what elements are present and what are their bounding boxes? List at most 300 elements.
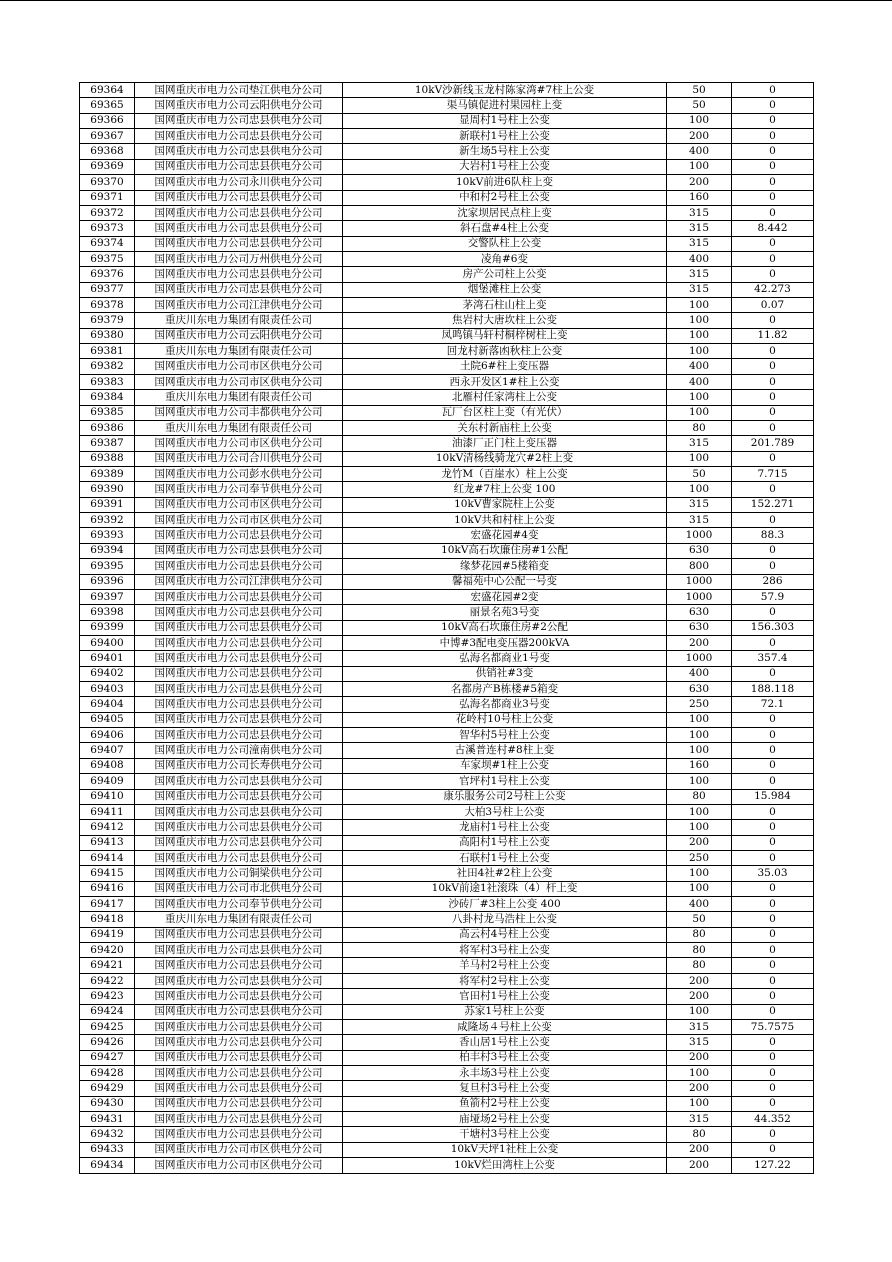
transformer-name-cell: 龙庙村1号柱上公变 xyxy=(343,820,667,835)
capacity-cell: 1000 xyxy=(667,651,732,666)
record-id-cell: 69430 xyxy=(80,1096,135,1111)
value-cell: 0 xyxy=(732,1035,814,1050)
value-cell: 0 xyxy=(732,313,814,328)
record-id-cell: 69426 xyxy=(80,1035,135,1050)
table-row xyxy=(80,282,814,297)
value-cell: 0 xyxy=(732,144,814,159)
value-cell: 0 xyxy=(732,958,814,973)
record-id-cell: 69409 xyxy=(80,774,135,789)
table-row xyxy=(80,651,814,666)
company-cell: 国网重庆市电力公司忠县供电分公司 xyxy=(135,221,343,236)
record-id-cell: 69366 xyxy=(80,113,135,128)
capacity-cell: 400 xyxy=(667,251,732,266)
table-row xyxy=(80,774,814,789)
company-cell: 国网重庆市电力公司忠县供电分公司 xyxy=(135,666,343,681)
table-row xyxy=(80,1081,814,1096)
record-id-cell: 69391 xyxy=(80,497,135,512)
table-row xyxy=(80,1142,814,1157)
table-row xyxy=(80,513,814,528)
transformer-name-cell: 焦岩村大唐坎柱上公变 xyxy=(343,313,667,328)
company-cell: 国网重庆市电力公司忠县供电分公司 xyxy=(135,129,343,144)
table-row xyxy=(80,528,814,543)
transformer-name-cell: 新生场5号柱上公变 xyxy=(343,144,667,159)
table-row xyxy=(80,83,814,98)
capacity-cell: 50 xyxy=(667,912,732,927)
value-cell: 0 xyxy=(732,390,814,405)
record-id-cell: 69425 xyxy=(80,1019,135,1034)
company-cell: 国网重庆市电力公司忠县供电分公司 xyxy=(135,789,343,804)
record-id-cell: 69429 xyxy=(80,1081,135,1096)
company-cell: 国网重庆市电力公司忠县供电分公司 xyxy=(135,605,343,620)
company-cell: 国网重庆市电力公司忠县供电分公司 xyxy=(135,1035,343,1050)
company-cell: 国网重庆市电力公司市北供电分公司 xyxy=(135,881,343,896)
transformer-name-cell: 花岭村10号柱上公变 xyxy=(343,712,667,727)
transformer-name-cell: 10kV高石坎廉住房#1公配 xyxy=(343,543,667,558)
company-cell: 重庆川东电力集团有限责任公司 xyxy=(135,390,343,405)
table-row xyxy=(80,958,814,973)
table-row xyxy=(80,436,814,451)
table-row xyxy=(80,205,814,220)
company-cell: 国网重庆市电力公司忠县供电分公司 xyxy=(135,1050,343,1065)
table-row xyxy=(80,559,814,574)
company-cell: 国网重庆市电力公司奉节供电分公司 xyxy=(135,897,343,912)
table-row xyxy=(80,344,814,359)
company-cell: 国网重庆市电力公司忠县供电分公司 xyxy=(135,159,343,174)
record-id-cell: 69399 xyxy=(80,620,135,635)
transformer-name-cell: 康乐服务公司2号柱上公变 xyxy=(343,789,667,804)
company-cell: 国网重庆市电力公司忠县供电分公司 xyxy=(135,267,343,282)
value-cell: 0 xyxy=(732,712,814,727)
value-cell: 0 xyxy=(732,159,814,174)
value-cell: 0 xyxy=(732,989,814,1004)
table-row xyxy=(80,313,814,328)
capacity-cell: 100 xyxy=(667,328,732,343)
table-row xyxy=(80,1019,814,1034)
table-row xyxy=(80,466,814,481)
value-cell: 0 xyxy=(732,420,814,435)
table-row xyxy=(80,912,814,927)
company-cell: 国网重庆市电力公司奉节供电分公司 xyxy=(135,482,343,497)
value-cell: 201.789 xyxy=(732,436,814,451)
capacity-cell: 400 xyxy=(667,359,732,374)
value-cell: 35.03 xyxy=(732,866,814,881)
value-cell: 152.271 xyxy=(732,497,814,512)
record-id-cell: 69396 xyxy=(80,574,135,589)
value-cell: 0 xyxy=(732,1066,814,1081)
transformer-name-cell: 交警队柱上公变 xyxy=(343,236,667,251)
value-cell: 11.82 xyxy=(732,328,814,343)
table-row xyxy=(80,221,814,236)
transformer-name-cell: 凤鸣镇马轩村桐梓树柱上变 xyxy=(343,328,667,343)
company-cell: 国网重庆市电力公司市区供电分公司 xyxy=(135,359,343,374)
capacity-cell: 100 xyxy=(667,804,732,819)
value-cell: 0 xyxy=(732,251,814,266)
capacity-cell: 630 xyxy=(667,682,732,697)
transformer-name-cell: 中博#3配电变压器200kVA xyxy=(343,635,667,650)
record-id-cell: 69410 xyxy=(80,789,135,804)
record-id-cell: 69388 xyxy=(80,451,135,466)
transformer-name-cell: 10kV共和村柱上公变 xyxy=(343,513,667,528)
capacity-cell: 80 xyxy=(667,958,732,973)
capacity-cell: 200 xyxy=(667,129,732,144)
record-id-cell: 69405 xyxy=(80,712,135,727)
table-body xyxy=(80,83,814,1174)
transformer-name-cell: 10kV沙新线玉龙村陈家湾#7柱上公变 xyxy=(343,83,667,98)
record-id-cell: 69367 xyxy=(80,129,135,144)
company-cell: 国网重庆市电力公司忠县供电分公司 xyxy=(135,205,343,220)
capacity-cell: 160 xyxy=(667,190,732,205)
value-cell: 0 xyxy=(732,758,814,773)
company-cell: 重庆川东电力集团有限责任公司 xyxy=(135,313,343,328)
transformer-name-cell: 八卦村龙马浩柱上公变 xyxy=(343,912,667,927)
company-cell: 国网重庆市电力公司市区供电分公司 xyxy=(135,374,343,389)
value-cell: 0 xyxy=(732,897,814,912)
value-cell: 0 xyxy=(732,804,814,819)
transformer-name-cell: 斜石盘#4柱上公变 xyxy=(343,221,667,236)
company-cell: 国网重庆市电力公司市区供电分公司 xyxy=(135,1158,343,1173)
transformer-name-cell: 将军村2号柱上公变 xyxy=(343,973,667,988)
record-id-cell: 69427 xyxy=(80,1050,135,1065)
company-cell: 国网重庆市电力公司市区供电分公司 xyxy=(135,513,343,528)
transformer-name-cell: 社田4社#2柱上公变 xyxy=(343,866,667,881)
table-row xyxy=(80,359,814,374)
record-id-cell: 69374 xyxy=(80,236,135,251)
record-id-cell: 69394 xyxy=(80,543,135,558)
capacity-cell: 630 xyxy=(667,543,732,558)
value-cell: 0 xyxy=(732,666,814,681)
company-cell: 国网重庆市电力公司丰都供电分公司 xyxy=(135,405,343,420)
record-id-cell: 69377 xyxy=(80,282,135,297)
value-cell: 127.22 xyxy=(732,1158,814,1173)
record-id-cell: 69376 xyxy=(80,267,135,282)
table-row xyxy=(80,820,814,835)
transformer-name-cell: 复旦村3号柱上公变 xyxy=(343,1081,667,1096)
value-cell: 0 xyxy=(732,850,814,865)
record-id-cell: 69368 xyxy=(80,144,135,159)
company-cell: 国网重庆市电力公司彭水供电分公司 xyxy=(135,466,343,481)
company-cell: 重庆川东电力集团有限责任公司 xyxy=(135,344,343,359)
value-cell: 286 xyxy=(732,574,814,589)
company-cell: 国网重庆市电力公司云阳供电分公司 xyxy=(135,328,343,343)
value-cell: 0 xyxy=(732,743,814,758)
company-cell: 国网重庆市电力公司忠县供电分公司 xyxy=(135,620,343,635)
table-row xyxy=(80,390,814,405)
capacity-cell: 400 xyxy=(667,374,732,389)
record-id-cell: 69364 xyxy=(80,83,135,98)
value-cell: 0 xyxy=(732,205,814,220)
company-cell: 重庆川东电力集团有限责任公司 xyxy=(135,420,343,435)
transformer-name-cell: 回龙村新落凼秋柱上公变 xyxy=(343,344,667,359)
value-cell: 8.442 xyxy=(732,221,814,236)
value-cell: 0 xyxy=(732,835,814,850)
company-cell: 国网重庆市电力公司铜梁供电分公司 xyxy=(135,866,343,881)
record-id-cell: 69424 xyxy=(80,1004,135,1019)
capacity-cell: 315 xyxy=(667,267,732,282)
value-cell: 0 xyxy=(732,1050,814,1065)
value-cell: 0 xyxy=(732,728,814,743)
record-id-cell: 69402 xyxy=(80,666,135,681)
capacity-cell: 200 xyxy=(667,1081,732,1096)
capacity-cell: 100 xyxy=(667,712,732,727)
company-cell: 国网重庆市电力公司忠县供电分公司 xyxy=(135,820,343,835)
record-id-cell: 69420 xyxy=(80,943,135,958)
value-cell: 357.4 xyxy=(732,651,814,666)
capacity-cell: 100 xyxy=(667,113,732,128)
value-cell: 0 xyxy=(732,881,814,896)
company-cell: 国网重庆市电力公司忠县供电分公司 xyxy=(135,651,343,666)
capacity-cell: 80 xyxy=(667,927,732,942)
capacity-cell: 100 xyxy=(667,881,732,896)
capacity-cell: 80 xyxy=(667,1127,732,1142)
table-row xyxy=(80,1096,814,1111)
record-id-cell: 69413 xyxy=(80,835,135,850)
transformer-name-cell: 显周村1号柱上公变 xyxy=(343,113,667,128)
transformer-name-cell: 名都房产B栋楼#5箱变 xyxy=(343,682,667,697)
capacity-cell: 100 xyxy=(667,1066,732,1081)
company-cell: 国网重庆市电力公司万州供电分公司 xyxy=(135,251,343,266)
company-cell: 国网重庆市电力公司忠县供电分公司 xyxy=(135,282,343,297)
record-id-cell: 69411 xyxy=(80,804,135,819)
capacity-cell: 100 xyxy=(667,728,732,743)
company-cell: 国网重庆市电力公司忠县供电分公司 xyxy=(135,804,343,819)
capacity-cell: 200 xyxy=(667,989,732,1004)
table-row xyxy=(80,1004,814,1019)
company-cell: 国网重庆市电力公司忠县供电分公司 xyxy=(135,989,343,1004)
transformer-name-cell: 10kV前途1社滚珠（4）杆上变 xyxy=(343,881,667,896)
transformer-name-cell: 10kV天坪1社柱上公变 xyxy=(343,1142,667,1157)
company-cell: 国网重庆市电力公司忠县供电分公司 xyxy=(135,682,343,697)
value-cell: 0 xyxy=(732,543,814,558)
company-cell: 国网重庆市电力公司忠县供电分公司 xyxy=(135,236,343,251)
transformer-name-cell: 龙竹M（百崖水）柱上公变 xyxy=(343,466,667,481)
table-row xyxy=(80,328,814,343)
record-id-cell: 69372 xyxy=(80,205,135,220)
table-row xyxy=(80,881,814,896)
company-cell: 国网重庆市电力公司忠县供电分公司 xyxy=(135,943,343,958)
record-id-cell: 69393 xyxy=(80,528,135,543)
transformer-name-cell: 大柏3号柱上公变 xyxy=(343,804,667,819)
table-row xyxy=(80,804,814,819)
table-row xyxy=(80,635,814,650)
transformer-name-cell: 丽景名苑3号变 xyxy=(343,605,667,620)
value-cell: 0 xyxy=(732,605,814,620)
record-id-cell: 69421 xyxy=(80,958,135,973)
record-id-cell: 69401 xyxy=(80,651,135,666)
record-id-cell: 69382 xyxy=(80,359,135,374)
record-id-cell: 69418 xyxy=(80,912,135,927)
capacity-cell: 100 xyxy=(667,313,732,328)
transformer-name-cell: 房产公司柱上公变 xyxy=(343,267,667,282)
capacity-cell: 400 xyxy=(667,897,732,912)
value-cell: 0 xyxy=(732,1127,814,1142)
capacity-cell: 200 xyxy=(667,635,732,650)
transformer-name-cell: 土院6#柱上变压器 xyxy=(343,359,667,374)
capacity-cell: 630 xyxy=(667,605,732,620)
company-cell: 国网重庆市电力公司忠县供电分公司 xyxy=(135,697,343,712)
table-row xyxy=(80,113,814,128)
table-row xyxy=(80,451,814,466)
record-id-cell: 69379 xyxy=(80,313,135,328)
capacity-cell: 100 xyxy=(667,451,732,466)
capacity-cell: 315 xyxy=(667,1035,732,1050)
company-cell: 国网重庆市电力公司潼南供电分公司 xyxy=(135,743,343,758)
record-id-cell: 69381 xyxy=(80,344,135,359)
transformer-name-cell: 鱼箭村2号柱上公变 xyxy=(343,1096,667,1111)
record-id-cell: 69407 xyxy=(80,743,135,758)
capacity-cell: 100 xyxy=(667,159,732,174)
value-cell: 72.1 xyxy=(732,697,814,712)
record-id-cell: 69383 xyxy=(80,374,135,389)
value-cell: 0 xyxy=(732,113,814,128)
capacity-cell: 50 xyxy=(667,98,732,113)
table-row xyxy=(80,605,814,620)
table-row xyxy=(80,374,814,389)
table-row xyxy=(80,1112,814,1127)
value-cell: 0 xyxy=(732,1096,814,1111)
transformer-name-cell: 干塘村3号柱上公变 xyxy=(343,1127,667,1142)
value-cell: 0 xyxy=(732,175,814,190)
table-row xyxy=(80,728,814,743)
transformer-name-cell: 新联村1号柱上公变 xyxy=(343,129,667,144)
capacity-cell: 100 xyxy=(667,743,732,758)
transformer-name-cell: 馨福苑中心公配一号变 xyxy=(343,574,667,589)
capacity-cell: 315 xyxy=(667,1112,732,1127)
record-id-cell: 69384 xyxy=(80,390,135,405)
value-cell: 0.07 xyxy=(732,298,814,313)
transformer-name-cell: 古溪普连村#8柱上变 xyxy=(343,743,667,758)
company-cell: 国网重庆市电力公司云阳供电分公司 xyxy=(135,98,343,113)
company-cell: 国网重庆市电力公司江津供电分公司 xyxy=(135,298,343,313)
transformer-name-cell: 北雁村任家湾柱上公变 xyxy=(343,390,667,405)
capacity-cell: 200 xyxy=(667,175,732,190)
record-id-cell: 69416 xyxy=(80,881,135,896)
capacity-cell: 100 xyxy=(667,820,732,835)
company-cell: 国网重庆市电力公司忠县供电分公司 xyxy=(135,927,343,942)
transformer-name-cell: 茅湾石柱山柱上变 xyxy=(343,298,667,313)
table-row xyxy=(80,620,814,635)
capacity-cell: 80 xyxy=(667,420,732,435)
company-cell: 国网重庆市电力公司忠县供电分公司 xyxy=(135,528,343,543)
transformer-name-cell: 弘海名都商业1号变 xyxy=(343,651,667,666)
record-id-cell: 69419 xyxy=(80,927,135,942)
transformer-name-cell: 石联村1号柱上公变 xyxy=(343,850,667,865)
capacity-cell: 100 xyxy=(667,298,732,313)
capacity-cell: 100 xyxy=(667,405,732,420)
table-row xyxy=(80,574,814,589)
transformer-name-cell: 凌角#6变 xyxy=(343,251,667,266)
table-row xyxy=(80,98,814,113)
company-cell: 国网重庆市电力公司忠县供电分公司 xyxy=(135,543,343,558)
transformer-name-cell: 智华村5号柱上公变 xyxy=(343,728,667,743)
company-cell: 重庆川东电力集团有限责任公司 xyxy=(135,912,343,927)
table-row xyxy=(80,482,814,497)
capacity-cell: 315 xyxy=(667,497,732,512)
record-id-cell: 69390 xyxy=(80,482,135,497)
capacity-cell: 315 xyxy=(667,221,732,236)
table-row xyxy=(80,420,814,435)
capacity-cell: 50 xyxy=(667,83,732,98)
table-row xyxy=(80,267,814,282)
value-cell: 0 xyxy=(732,267,814,282)
capacity-cell: 400 xyxy=(667,666,732,681)
company-cell: 国网重庆市电力公司市区供电分公司 xyxy=(135,1142,343,1157)
value-cell: 0 xyxy=(732,190,814,205)
value-cell: 0 xyxy=(732,943,814,958)
company-cell: 国网重庆市电力公司忠县供电分公司 xyxy=(135,190,343,205)
value-cell: 0 xyxy=(732,559,814,574)
capacity-cell: 100 xyxy=(667,482,732,497)
company-cell: 国网重庆市电力公司忠县供电分公司 xyxy=(135,1019,343,1034)
table-row xyxy=(80,712,814,727)
table-row xyxy=(80,1035,814,1050)
transformer-name-cell: 油漆厂正门柱上变压器 xyxy=(343,436,667,451)
record-id-cell: 69397 xyxy=(80,589,135,604)
transformer-name-cell: 官坪村1号柱上公变 xyxy=(343,774,667,789)
record-id-cell: 69434 xyxy=(80,1158,135,1173)
table-row xyxy=(80,129,814,144)
value-cell: 0 xyxy=(732,374,814,389)
capacity-cell: 1000 xyxy=(667,574,732,589)
transformer-name-cell: 宏盛花园#4变 xyxy=(343,528,667,543)
capacity-cell: 50 xyxy=(667,466,732,481)
company-cell: 国网重庆市电力公司忠县供电分公司 xyxy=(135,635,343,650)
value-cell: 15.984 xyxy=(732,789,814,804)
transformer-name-cell: 羊马村2号柱上公变 xyxy=(343,958,667,973)
record-id-cell: 69365 xyxy=(80,98,135,113)
transformer-name-cell: 10kV曹家院柱上公变 xyxy=(343,497,667,512)
company-cell: 国网重庆市电力公司忠县供电分公司 xyxy=(135,1004,343,1019)
table-row xyxy=(80,943,814,958)
value-cell: 0 xyxy=(732,1142,814,1157)
capacity-cell: 315 xyxy=(667,205,732,220)
table-row xyxy=(80,835,814,850)
table-row xyxy=(80,1050,814,1065)
transformer-name-cell: 瓦厂台区柱上变（有光伏） xyxy=(343,405,667,420)
transformer-name-cell: 10kV前进6队柱上变 xyxy=(343,175,667,190)
transformer-name-cell: 西永开发区1#柱上公变 xyxy=(343,374,667,389)
value-cell: 57.9 xyxy=(732,589,814,604)
company-cell: 国网重庆市电力公司忠县供电分公司 xyxy=(135,1096,343,1111)
value-cell: 0 xyxy=(732,635,814,650)
record-id-cell: 69423 xyxy=(80,989,135,1004)
transformer-name-cell: 庙垭场2号柱上公变 xyxy=(343,1112,667,1127)
record-id-cell: 69415 xyxy=(80,866,135,881)
company-cell: 国网重庆市电力公司忠县供电分公司 xyxy=(135,1066,343,1081)
transformer-name-cell: 弘海名都商业3号变 xyxy=(343,697,667,712)
company-cell: 国网重庆市电力公司垫江供电分公司 xyxy=(135,83,343,98)
transformer-name-cell: 沙砖厂#3柱上公变 400 xyxy=(343,897,667,912)
company-cell: 国网重庆市电力公司忠县供电分公司 xyxy=(135,1127,343,1142)
table-row xyxy=(80,866,814,881)
value-cell: 0 xyxy=(732,1004,814,1019)
record-id-cell: 69375 xyxy=(80,251,135,266)
transformer-name-cell: 咸隆场４号柱上公变 xyxy=(343,1019,667,1034)
table-row xyxy=(80,1127,814,1142)
table-row xyxy=(80,927,814,942)
record-id-cell: 69428 xyxy=(80,1066,135,1081)
value-cell: 0 xyxy=(732,973,814,988)
capacity-cell: 200 xyxy=(667,973,732,988)
table-row xyxy=(80,850,814,865)
capacity-cell: 315 xyxy=(667,436,732,451)
transformer-name-cell: 关东村新庙柱上公变 xyxy=(343,420,667,435)
company-cell: 国网重庆市电力公司忠县供电分公司 xyxy=(135,1081,343,1096)
table-row xyxy=(80,789,814,804)
company-cell: 国网重庆市电力公司忠县供电分公司 xyxy=(135,1112,343,1127)
transformer-name-cell: 大岩村1号柱上公变 xyxy=(343,159,667,174)
record-id-cell: 69387 xyxy=(80,436,135,451)
value-cell: 0 xyxy=(732,129,814,144)
